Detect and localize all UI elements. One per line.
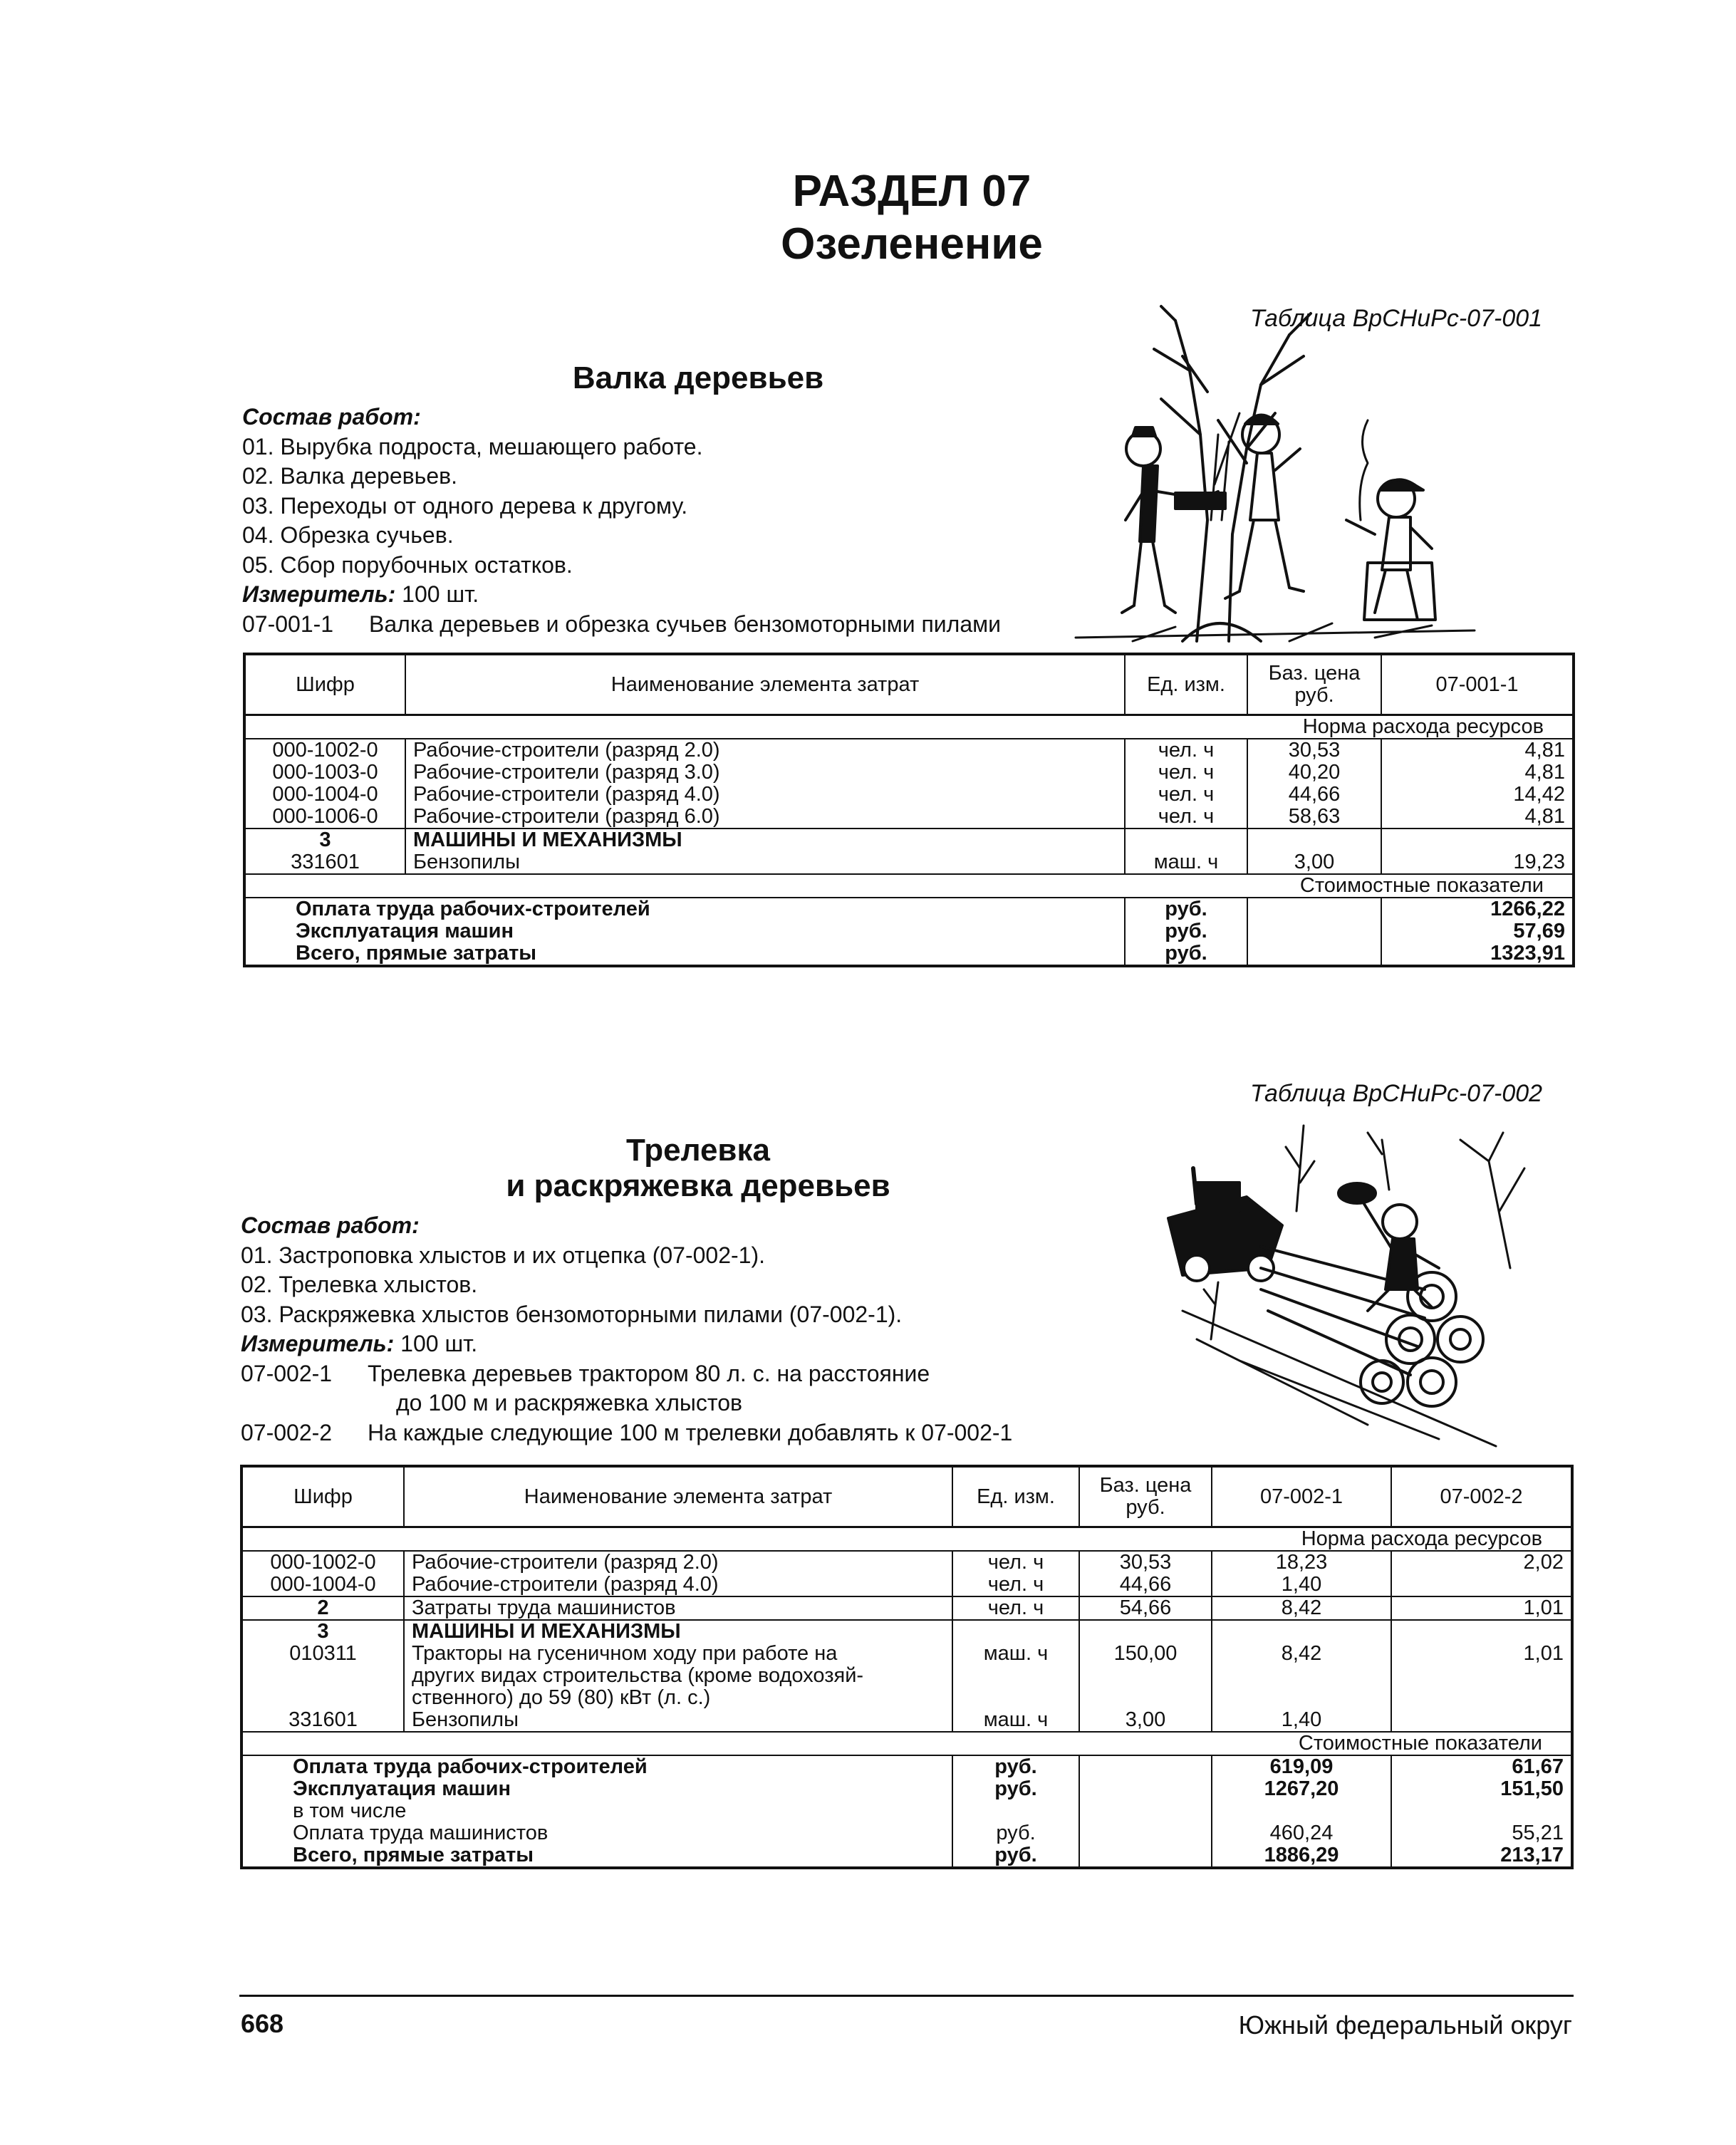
row-unit: чел. ч [1125,784,1247,806]
cost-value: 61,67 [1391,1755,1572,1778]
cost-name: Оплата труда рабочих-строителей [244,898,1125,920]
table-row [241,1643,1572,1709]
work-code-line [242,610,1001,640]
cost-value: 213,17 [1391,1844,1572,1868]
row-name [404,1643,952,1709]
section-title: Озеленение [781,219,1043,269]
row-name-line: Тракторы на гусеничном ходу при работе на [412,1642,838,1665]
row-unit: чел. ч [952,1574,1079,1596]
row-name: Бензопилы [404,1709,952,1732]
row-name: Бензопилы [405,851,1125,874]
measure-label: Измеритель: [241,1331,395,1356]
work-code: 07-001-1 [242,611,334,637]
cost-name: Оплата труда машинистов [241,1822,952,1844]
header-price: Баз. цена руб. [1079,1466,1212,1527]
skidding-illustration [1154,1126,1553,1453]
cost-value: 460,24 [1212,1822,1391,1844]
row-unit: маш. ч [1125,851,1247,874]
row-unit: чел. ч [1125,739,1247,762]
row-name-line: других видах строительства (кроме водохозяй- [412,1664,864,1687]
cost-name: Оплата труда рабочих-строителей [241,1755,952,1778]
footer-region: Южный федеральный округ [1238,2010,1572,2040]
group-row [241,1596,1572,1620]
row-value: 1,01 [1391,1596,1572,1620]
header-norm-code: 07-002-2 [1391,1466,1572,1527]
cost-label: Стоимостные показатели [244,874,1574,898]
row-value: 4,81 [1381,806,1574,829]
cost-unit: руб. [952,1822,1079,1844]
row-price: 3,00 [1247,851,1381,874]
row-name: Затраты труда машинистов [404,1596,952,1620]
cost-unit: руб. [952,1778,1079,1800]
cost-unit: руб. [1125,920,1247,942]
cost-value [1391,1800,1572,1822]
cost-row [241,1755,1572,1778]
work-step: 01. Застроповка хлыстов и их отцепка (07-002-1). [241,1242,765,1268]
row-price: 44,66 [1079,1574,1212,1596]
work-step: 03. Переходы от одного дерева к другому. [242,492,688,519]
row-unit: чел. ч [952,1551,1079,1574]
norm-label: Норма расхода ресурсов [244,715,1574,739]
row-name-line: ственного) до 59 (80) кВт (л. с.) [412,1686,711,1709]
subsection-title-07-002-line2: и раскряжевка деревьев [506,1168,890,1203]
row-value: 8,42 [1212,1643,1391,1709]
table-row [244,762,1574,784]
work-code-line-continued [241,1388,1012,1418]
row-price: 40,20 [1247,762,1381,784]
row-price: 30,53 [1079,1551,1212,1574]
table-label-07-001: Таблица ВрСНиРс-07-001 [1250,305,1543,332]
table-row [244,806,1574,829]
cost-name: Всего, прямые затраты [241,1844,952,1868]
row-name: Рабочие-строители (разряд 4.0) [404,1574,952,1596]
row-value: 1,40 [1212,1709,1391,1732]
row-price: 3,00 [1079,1709,1212,1732]
footer-divider [239,1995,1574,1997]
measure-value: 100 шт. [395,581,479,607]
header-price: Баз. цена руб. [1247,654,1381,715]
work-code-line [241,1418,1012,1448]
row-code: 2 [241,1596,404,1620]
composition-07-001 [242,402,1001,639]
row-value: 4,81 [1381,762,1574,784]
row-name: Рабочие-строители (разряд 4.0) [405,784,1125,806]
header-name: Наименование элемента затрат [405,654,1125,715]
composition-label: Состав работ: [242,404,421,430]
cost-row [241,1800,1572,1822]
resource-table-07-002 [240,1465,1574,1869]
cost-value: 151,50 [1391,1778,1572,1800]
row-value [1391,1709,1572,1732]
header-unit: Ед. изм. [952,1466,1079,1527]
row-code: 000-1003-0 [244,762,405,784]
row-code: 000-1004-0 [241,1574,404,1596]
header-shifr: Шифр [241,1466,404,1527]
cost-unit: руб. [1125,898,1247,920]
resource-table-07-001 [243,653,1575,967]
cost-unit: руб. [1125,942,1247,966]
header-norm-code: 07-001-1 [1381,654,1574,715]
row-value: 1,40 [1212,1574,1391,1596]
header-norm-code: 07-002-1 [1212,1466,1391,1527]
work-code-text: до 100 м и раскряжевка хлыстов [396,1390,743,1416]
row-price: 150,00 [1079,1643,1212,1709]
cost-row [241,1778,1572,1800]
row-price: 58,63 [1247,806,1381,829]
group-row [241,1620,1572,1643]
subsection-title-07-001: Валка деревьев [572,360,824,395]
row-value: 8,42 [1212,1596,1391,1620]
header-shifr: Шифр [244,654,405,715]
cost-value: 1267,20 [1212,1778,1391,1800]
work-code: 07-002-1 [241,1360,333,1386]
cost-label: Стоимостные показатели [241,1732,1572,1755]
row-code: 000-1002-0 [241,1551,404,1574]
cost-row [244,942,1574,966]
row-name: Рабочие-строители (разряд 6.0) [405,806,1125,829]
row-unit: чел. ч [1125,762,1247,784]
work-step: 05. Сбор порубочных остатков. [242,551,573,578]
section-number: РАЗДЕЛ 07 [792,167,1031,216]
cost-unit: руб. [952,1755,1079,1778]
cost-name: Всего, прямые затраты [244,942,1125,966]
table-row [244,784,1574,806]
header-name: Наименование элемента затрат [404,1466,952,1527]
cost-name: Эксплуатация машин [241,1778,952,1800]
group-code: 3 [241,1620,404,1643]
cost-row [244,920,1574,942]
cost-value: 619,09 [1212,1755,1391,1778]
cost-row [241,1822,1572,1844]
measure-label: Измеритель: [242,581,396,607]
row-value: 4,81 [1381,739,1574,762]
row-price: 54,66 [1079,1596,1212,1620]
table-row [241,1551,1572,1574]
row-value: 19,23 [1381,851,1574,874]
work-step: 02. Валка деревьев. [242,463,457,489]
lumberjacks-illustration [1076,306,1475,641]
cost-value [1212,1800,1391,1822]
work-code-text: Трелевка деревьев трактором 80 л. с. на расстояние [368,1360,930,1386]
cost-unit: руб. [952,1844,1079,1868]
row-code: 331601 [244,851,405,874]
row-value: 1,01 [1391,1643,1572,1709]
row-name: Рабочие-строители (разряд 2.0) [404,1551,952,1574]
row-unit: чел. ч [1125,806,1247,829]
row-value: 2,02 [1391,1551,1572,1574]
row-code: 000-1006-0 [244,806,405,829]
work-code: 07-002-2 [241,1419,333,1445]
cost-value: 57,69 [1381,920,1574,942]
cost-name: Эксплуатация машин [244,920,1125,942]
group-name: МАШИНЫ И МЕХАНИЗМЫ [405,829,1125,851]
row-price: 44,66 [1247,784,1381,806]
composition-07-002 [241,1211,1012,1448]
row-code: 000-1004-0 [244,784,405,806]
work-code-text: На каждые следующие 100 м трелевки добавлять к 07-002-1 [368,1419,1013,1445]
table-row [241,1709,1572,1732]
table-row [241,1574,1572,1596]
composition-label: Состав работ: [241,1212,420,1238]
group-code: 3 [244,829,405,851]
page-number: 668 [241,2009,284,2038]
work-step: 01. Вырубка подроста, мешающего работе. [242,433,703,459]
cost-value: 1266,22 [1381,898,1574,920]
row-code: 331601 [241,1709,404,1732]
work-step: 02. Трелевка хлыстов. [241,1272,478,1297]
row-price: 30,53 [1247,739,1381,762]
cost-row [241,1844,1572,1868]
work-code-text: Валка деревьев и обрезка сучьев бензомоторными пилами [369,611,1002,637]
cost-name: в том числе [241,1800,952,1822]
row-unit: чел. ч [952,1596,1079,1620]
cost-unit [952,1800,1079,1822]
table-label-07-002: Таблица ВрСНиРс-07-002 [1250,1080,1543,1107]
row-value [1391,1574,1572,1596]
row-unit: маш. ч [952,1643,1079,1709]
row-unit: маш. ч [952,1709,1079,1732]
work-step: 03. Раскряжевка хлыстов бензомоторными пилами (07-002-1). [241,1301,903,1327]
row-name: Рабочие-строители (разряд 2.0) [405,739,1125,762]
row-value: 14,42 [1381,784,1574,806]
table-row [244,739,1574,762]
row-value: 18,23 [1212,1551,1391,1574]
group-name: МАШИНЫ И МЕХАНИЗМЫ [404,1620,952,1643]
header-unit: Ед. изм. [1125,654,1247,715]
measure-value: 100 шт. [394,1331,478,1356]
cost-value: 1886,29 [1212,1844,1391,1868]
row-name: Рабочие-строители (разряд 3.0) [405,762,1125,784]
table-row [244,851,1574,874]
cost-row [244,898,1574,920]
row-code: 000-1002-0 [244,739,405,762]
work-step: 04. Обрезка сучьев. [242,522,454,548]
group-row [244,829,1574,851]
subsection-title-07-002-line1: Трелевка [626,1133,770,1168]
norm-label: Норма расхода ресурсов [241,1527,1572,1552]
cost-value: 1323,91 [1381,942,1574,966]
work-code-line [241,1359,1012,1389]
row-code: 010311 [241,1643,404,1709]
cost-value: 55,21 [1391,1822,1572,1844]
